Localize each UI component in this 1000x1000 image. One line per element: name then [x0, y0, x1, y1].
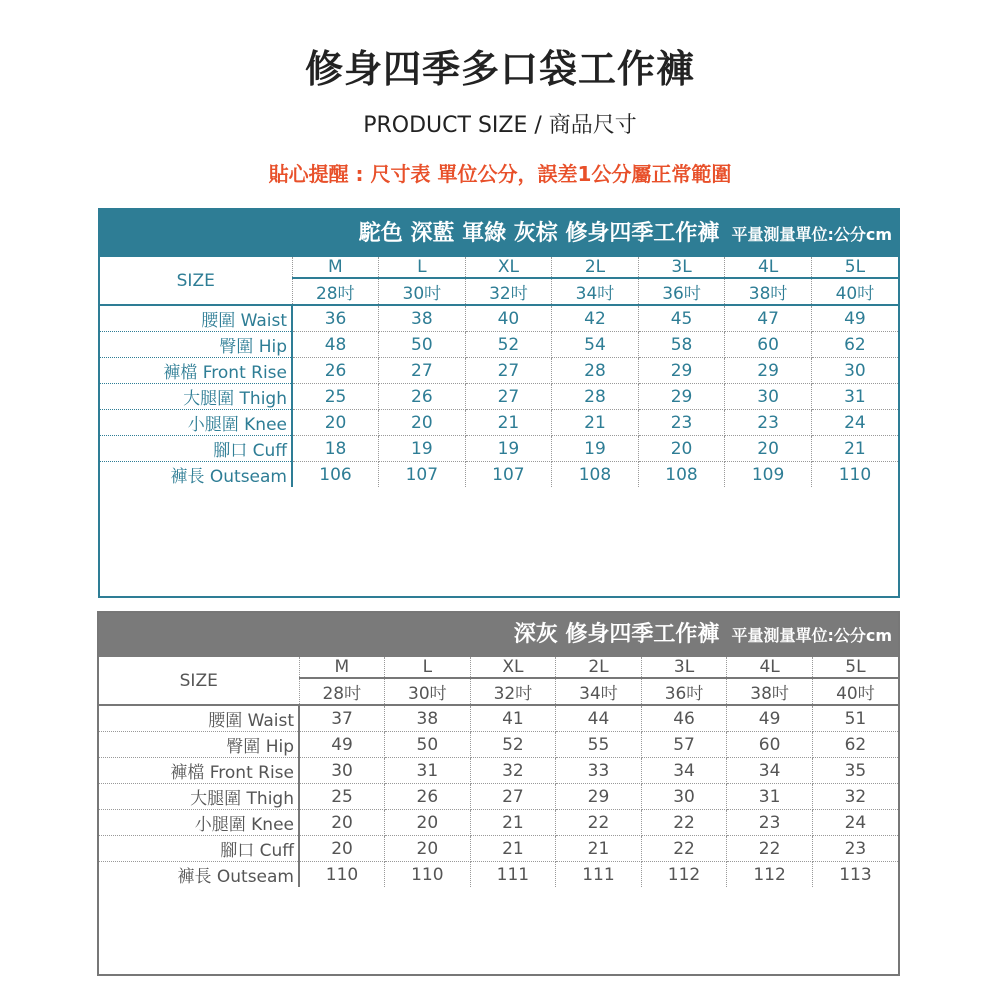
table-row [99, 784, 898, 810]
measurement-label: 腳口 Cuff [100, 436, 292, 462]
measurement-label: 大腿圍 Thigh [100, 384, 292, 410]
measurement-value: 52 [465, 332, 552, 358]
measurement-value: 30 [725, 384, 812, 410]
measurement-value: 50 [385, 732, 471, 758]
measurement-value: 29 [725, 358, 812, 384]
measurement-value: 19 [465, 436, 552, 462]
size-cell: M [292, 257, 379, 278]
measurement-value: 38 [379, 305, 466, 332]
measurement-value: 49 [727, 705, 813, 732]
size-cell: M [299, 657, 385, 678]
measurement-label: 臀圍 Hip [100, 332, 292, 358]
size-cell: 5L [811, 257, 898, 278]
measurement-value: 26 [292, 358, 379, 384]
measurement-value: 54 [552, 332, 639, 358]
measurement-value: 108 [552, 462, 639, 488]
measurement-value: 35 [812, 758, 898, 784]
measurement-value: 60 [727, 732, 813, 758]
size-cell: 2L [556, 657, 642, 678]
table-row [99, 758, 898, 784]
table-row [100, 410, 898, 436]
measurement-label: 小腿圍 Knee [100, 410, 292, 436]
size-cell: 2L [552, 257, 639, 278]
measurement-value: 33 [556, 758, 642, 784]
size-cell: 5L [812, 657, 898, 678]
measurement-label: 褲長 Outseam [99, 862, 299, 888]
measurement-value: 110 [838, 464, 872, 485]
measurement-label: 小腿圍 Knee [99, 810, 299, 836]
measurement-value: 52 [470, 732, 556, 758]
table-row [100, 462, 898, 488]
table-row [99, 836, 898, 862]
inch-cell: 38吋 [727, 678, 813, 705]
table-row [100, 436, 898, 462]
table-row [100, 384, 898, 410]
measurement-value: 109 [725, 462, 812, 488]
measurement-value: 112 [641, 862, 727, 888]
measurement-value: 34 [727, 758, 813, 784]
measurement-value: 29 [638, 358, 725, 384]
measurement-value: 27 [379, 358, 466, 384]
measurement-value: 28 [552, 358, 639, 384]
measurement-value: 46 [641, 705, 727, 732]
measurement-value: 30 [299, 758, 385, 784]
table-title: 駝色 深藍 軍綠 灰棕 修身四季工作褲 [358, 221, 720, 246]
measurement-value: 45 [638, 305, 725, 332]
measurement-value: 18 [292, 436, 379, 462]
size-header-cell: SIZE [99, 657, 299, 705]
measurement-value: 57 [641, 732, 727, 758]
measurement-value: 22 [641, 810, 727, 836]
measurement-value: 111 [470, 862, 556, 888]
size-table-colors [98, 208, 900, 598]
table-row [100, 332, 898, 358]
size-table-dark-gray [97, 611, 900, 976]
size-cell: XL [465, 257, 552, 278]
measurement-value: 20 [385, 810, 471, 836]
measurement-value: 31 [811, 384, 898, 410]
inch-cell: 34吋 [556, 678, 642, 705]
table-row [99, 862, 898, 888]
measurement-label: 腳口 Cuff [99, 836, 299, 862]
measurement-value: 62 [811, 332, 898, 358]
table-row [100, 358, 898, 384]
measurement-value: 38 [385, 705, 471, 732]
measurement-label: 褲長 Outseam [100, 462, 292, 488]
inch-cell: 34吋 [552, 278, 639, 305]
measurement-value: 26 [385, 784, 471, 810]
measurement-value: 32 [812, 784, 898, 810]
measurement-value: 112 [727, 862, 813, 888]
inch-cell: 32吋 [470, 678, 556, 705]
measurement-value: 25 [299, 784, 385, 810]
measurement-value: 27 [465, 358, 552, 384]
measurement-value: 29 [638, 384, 725, 410]
measurement-value: 48 [292, 332, 379, 358]
measurement-value: 19 [552, 436, 639, 462]
measurement-value: 108 [638, 462, 725, 488]
measurement-value: 23 [812, 836, 898, 862]
measurement-value: 20 [725, 436, 812, 462]
measurement-value: 29 [556, 784, 642, 810]
measurement-value: 27 [465, 384, 552, 410]
size-header-cell: SIZE [100, 257, 292, 305]
measurement-value: 20 [292, 410, 379, 436]
inch-cell: 36吋 [638, 278, 725, 305]
measurement-value: 28 [552, 384, 639, 410]
measurement-value: 27 [470, 784, 556, 810]
measurement-value: 30 [811, 358, 898, 384]
size-row [100, 257, 898, 278]
measurement-value: 19 [379, 436, 466, 462]
size-cell: L [385, 657, 471, 678]
measurement-value: 20 [299, 836, 385, 862]
measurement-value: 25 [292, 384, 379, 410]
table-header [99, 613, 898, 657]
measurement-value: 22 [641, 836, 727, 862]
page-title: 修身四季多口袋工作褲 [304, 47, 695, 91]
measurement-value: 107 [465, 462, 552, 488]
measurement-value: 110 [385, 862, 471, 888]
measurement-value: 41 [470, 705, 556, 732]
table-row [99, 732, 898, 758]
measurement-value: 24 [811, 410, 898, 436]
inch-cell: 40吋 [811, 278, 898, 305]
measurement-label: 大腿圍 Thigh [99, 784, 299, 810]
size-cell: 4L [725, 257, 812, 278]
measurement-value: 20 [379, 410, 466, 436]
table-row [99, 810, 898, 836]
size-cell: L [379, 257, 466, 278]
measurement-value: 32 [470, 758, 556, 784]
measurement-value: 49 [811, 305, 898, 332]
measurement-value: 21 [552, 410, 639, 436]
measurement-value: 47 [725, 305, 812, 332]
measurement-value: 21 [470, 836, 556, 862]
measurement-value: 20 [299, 810, 385, 836]
measurement-value: 21 [465, 410, 552, 436]
measurement-value: 110 [299, 862, 385, 888]
measurement-value: 60 [725, 332, 812, 358]
measurement-value: 44 [556, 705, 642, 732]
measurement-value: 36 [292, 305, 379, 332]
inch-cell: 30吋 [385, 678, 471, 705]
table-header [100, 210, 898, 257]
size-cell: 4L [727, 657, 813, 678]
measurement-value: 31 [385, 758, 471, 784]
table-title: 深灰 修身四季工作褲 [513, 622, 720, 647]
measurement-value: 23 [725, 410, 812, 436]
measurement-label: 臀圍 Hip [99, 732, 299, 758]
measurement-value: 58 [638, 332, 725, 358]
measurement-value: 107 [379, 462, 466, 488]
measurement-value: 55 [556, 732, 642, 758]
measurement-value: 50 [379, 332, 466, 358]
measurement-value: 42 [552, 305, 639, 332]
measurement-value: 21 [470, 810, 556, 836]
table-row [99, 705, 898, 732]
table-unit: 平量測量單位:公分cm [731, 626, 892, 645]
measurement-value: 24 [812, 810, 898, 836]
inch-cell: 28吋 [292, 278, 379, 305]
measurement-value: 21 [556, 836, 642, 862]
inch-cell: 28吋 [299, 678, 385, 705]
size-row [99, 657, 898, 678]
measurement-value: 26 [379, 384, 466, 410]
measurement-value: 20 [638, 436, 725, 462]
measurement-value: 22 [556, 810, 642, 836]
measurement-value: 49 [299, 732, 385, 758]
size-grid [100, 257, 898, 487]
inch-cell: 38吋 [725, 278, 812, 305]
measurement-value: 31 [727, 784, 813, 810]
measurement-value: 23 [638, 410, 725, 436]
table-unit: 平量測量單位:公分cm [731, 225, 892, 244]
measurement-value: 37 [299, 705, 385, 732]
inch-cell: 36吋 [641, 678, 727, 705]
measurement-label: 褲檔 Front Rise [99, 758, 299, 784]
measurement-value: 20 [385, 836, 471, 862]
measurement-value: 40 [465, 305, 552, 332]
measurement-value: 23 [727, 810, 813, 836]
size-grid [99, 657, 898, 887]
measurement-value: 113 [839, 864, 872, 885]
measurement-value: 51 [812, 705, 898, 732]
measurement-value: 111 [556, 862, 642, 888]
measurement-value: 21 [811, 436, 898, 462]
measurement-value: 22 [727, 836, 813, 862]
table-row [100, 305, 898, 332]
measurement-value: 62 [812, 732, 898, 758]
measurement-label: 褲檔 Front Rise [100, 358, 292, 384]
measurement-label: 腰圍 Waist [99, 705, 299, 732]
measurement-label: 腰圍 Waist [100, 305, 292, 332]
size-cell: XL [470, 657, 556, 678]
measurement-value: 106 [292, 462, 379, 488]
inch-cell: 40吋 [812, 678, 898, 705]
measurement-value: 30 [641, 784, 727, 810]
page-subtitle: PRODUCT SIZE / 商品尺寸 [363, 113, 637, 138]
inch-cell: 32吋 [465, 278, 552, 305]
inch-cell: 30吋 [379, 278, 466, 305]
size-reminder: 貼心提醒 : 尺寸表 單位公分，誤差1公分屬正常範圍 [268, 162, 732, 186]
size-cell: 3L [638, 257, 725, 278]
size-cell: 3L [641, 657, 727, 678]
measurement-value: 34 [641, 758, 727, 784]
